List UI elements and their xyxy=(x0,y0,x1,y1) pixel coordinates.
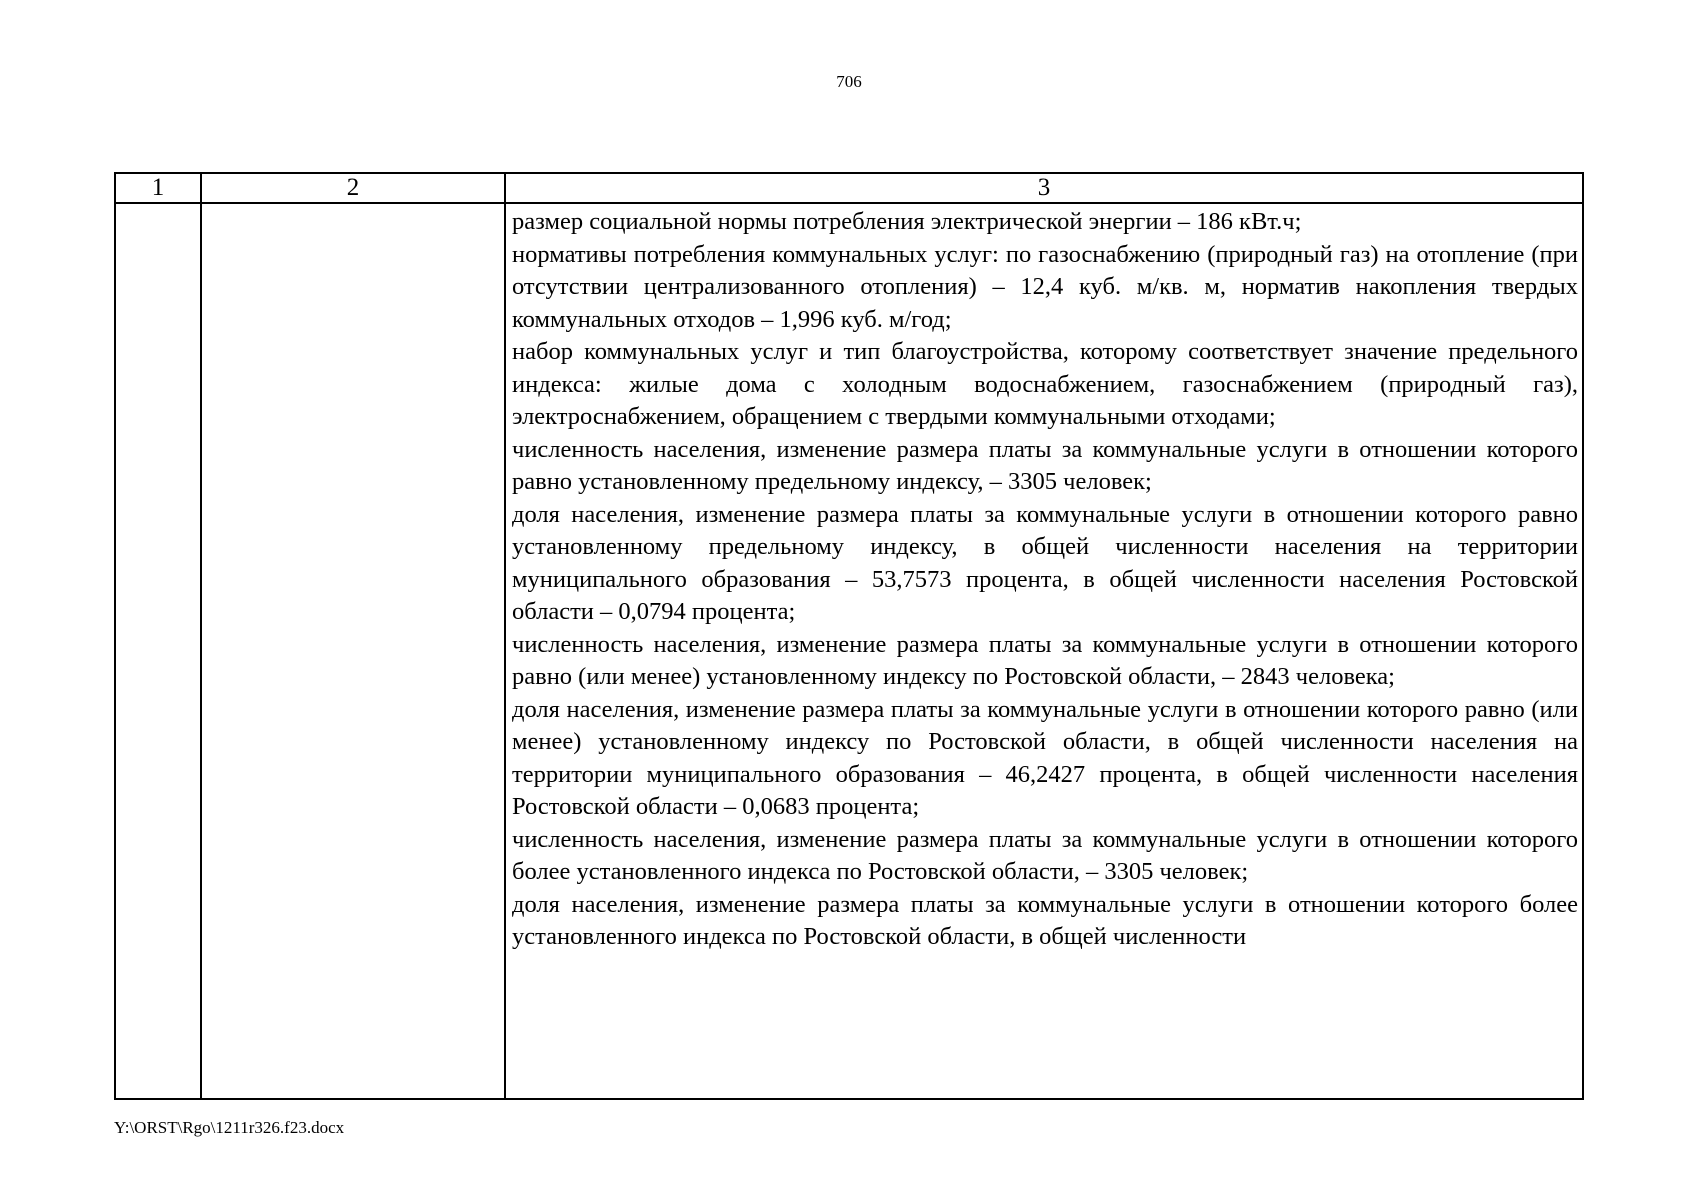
table-row xyxy=(115,203,1583,1099)
paragraph: нормативы потребления коммунальных услуг: по газоснабжению (природный газ) на отопление (при отсутствии централизованного отопления) – 12,4 куб. м/кв. м, норматив накопления твердых коммунальных отходов – 1,996 куб. м/год; xyxy=(512,240,1578,333)
page-number: 706 xyxy=(836,72,862,91)
table-cell-col2 xyxy=(201,203,505,1099)
column-header-2: 2 xyxy=(201,173,505,203)
footer-file-path: Y:\ORST\Rgo\1211r326.f23.docx xyxy=(114,1118,345,1137)
paragraph: доля населения, изменение размера платы за коммунальные услуги в отношении которого более установленного индекса по Ростовской области, в общей численности xyxy=(512,890,1578,950)
paragraph: набор коммунальных услуг и тип благоустройства, которому соответствует значение предельного индекса: жилые дома с холодным водоснабжением, газоснабжением (природный газ), электроснабжением, обращением с твердыми коммунальными отходами; xyxy=(512,338,1578,430)
table-cell-col1 xyxy=(115,203,201,1099)
content-table xyxy=(114,172,1584,1100)
table-header-row xyxy=(115,173,1583,203)
paragraph: доля населения, изменение размера платы за коммунальные услуги в отношении которого равно установленному предельному индексу, в общей численности населения на территории муниципального образования – 53,7573 процента, в общей численности населения Ростовской области – 0,0794 процента; xyxy=(512,500,1578,625)
paragraph: численность населения, изменение размера платы за коммунальные услуги в отношении которого более установленного индекса по Ростовской области, – 3305 человек; xyxy=(512,825,1578,885)
cell-text-block xyxy=(506,204,1582,1098)
paragraph: доля населения, изменение размера платы за коммунальные услуги в отношении которого равно (или менее) установленному индексу по Ростовской области, в общей численности населения на территории муниципального образования – 46,2427 процента, в общей численности населения Ростовской области – 0,0683 процента; xyxy=(512,695,1578,820)
paragraph: численность населения, изменение размера платы за коммунальные услуги в отношении которого равно (или менее) установленному индексу по Ростовской области, – 2843 человека; xyxy=(512,630,1578,690)
paragraph: размер социальной нормы потребления электрической энергии – 186 кВт.ч; xyxy=(512,208,1302,235)
column-header-1: 1 xyxy=(115,173,201,203)
table-cell-col3 xyxy=(505,203,1583,1099)
column-header-3: 3 xyxy=(505,173,1583,203)
paragraph: численность населения, изменение размера платы за коммунальные услуги в отношении которого равно установленному предельному индексу, – 3305 человек; xyxy=(512,435,1578,495)
